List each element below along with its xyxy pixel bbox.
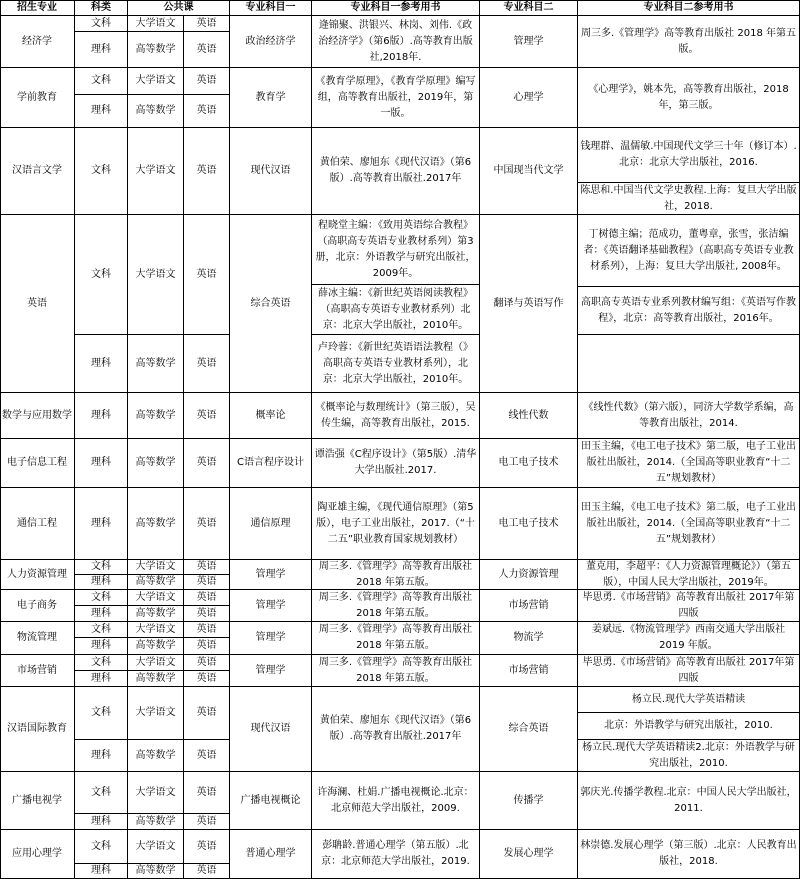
reference-book-1: 程晓堂主编：《致用英语综合教程》（高职高专英语专业教材系列）第3册，北京：外语教学与研究出版社，2009年。 [312, 215, 480, 285]
public-course: 高等数学 [128, 864, 184, 879]
track-type: 文科 [75, 590, 128, 606]
major-name: 人力资源管理 [0, 560, 75, 590]
column-header: 招生专业 [0, 0, 75, 16]
track-type: 文科 [75, 622, 128, 638]
major-name: 电子商务 [0, 590, 75, 622]
public-course-english: 英语 [184, 772, 230, 814]
exam-subject-2: 心理学 [480, 68, 578, 128]
public-course-english: 英语 [184, 814, 230, 830]
track-type: 理科 [75, 740, 128, 772]
track-type: 文科 [75, 772, 128, 814]
reference-book-1: 周三多.《管理学》高等教育出版社 2018 年第五版。 [312, 590, 480, 622]
public-course: 高等数学 [128, 671, 184, 687]
public-course-english: 英语 [184, 687, 230, 740]
major-name: 英语 [0, 215, 75, 393]
exam-subject-2: 市场营销 [480, 655, 578, 687]
track-type: 文科 [75, 687, 128, 740]
exam-subject-1: 通信原理 [230, 488, 312, 560]
exam-subject-2: 物流学 [480, 622, 578, 655]
exam-subject-1: 管理学 [230, 590, 312, 622]
exam-subject-1: 普通心理学 [230, 830, 312, 879]
exam-subject-2: 发展心理学 [480, 830, 578, 879]
exam-subject-2: 综合英语 [480, 687, 578, 772]
exam-subject-1: 现代汉语 [230, 687, 312, 772]
reference-book-1: 周三多.《管理学》高等教育出版社 2018 年第五版。 [312, 560, 480, 590]
public-course-english: 英语 [184, 16, 230, 32]
public-course-english: 英语 [184, 655, 230, 671]
major-name: 通信工程 [0, 488, 75, 560]
column-header: 专业科目二参考用书 [578, 0, 800, 16]
public-course-english: 英语 [184, 439, 230, 488]
public-course-english: 英语 [184, 393, 230, 439]
reference-book-2: 高职高专英语专业系列教材编写组：《英语写作教程》，北京：高等教育出版社，2016年。 [578, 287, 800, 335]
reference-book-2: 林崇德.发展心理学（第三版）.北京：人民教育出版社，2018. [578, 830, 800, 879]
public-course: 大学语文 [128, 772, 184, 814]
public-course: 高等数学 [128, 638, 184, 655]
reference-book-1: 黄伯荣、廖旭东《现代汉语》（第6版）.高等教育出版社.2017年 [312, 128, 480, 215]
public-course: 大学语文 [128, 560, 184, 575]
public-course-english: 英语 [184, 622, 230, 638]
track-type: 理科 [75, 606, 128, 622]
reference-book-2 [578, 335, 800, 393]
public-course: 大学语文 [128, 687, 184, 740]
major-name: 数学与应用数学 [0, 393, 75, 439]
track-type: 理科 [75, 638, 128, 655]
public-course: 大学语文 [128, 655, 184, 671]
major-name: 汉语言文学 [0, 128, 75, 215]
exam-subject-1: 管理学 [230, 560, 312, 590]
public-course-english: 英语 [184, 560, 230, 575]
public-course-english: 英语 [184, 95, 230, 128]
track-type: 理科 [75, 488, 128, 560]
track-type: 理科 [75, 864, 128, 879]
track-type: 理科 [75, 439, 128, 488]
reference-book-1: 周三多.《管理学》高等教育出版社 2018 年第五版。 [312, 655, 480, 687]
reference-book-2: 姜斌远.《物流管理学》西南交通大学出版社 2019 年版。 [578, 622, 800, 655]
reference-book-2: 杨立民.现代大学英语精读2.北京：外语教学与研究出版社，2010. [578, 740, 800, 772]
exam-subject-2: 人力资源管理 [480, 560, 578, 590]
public-course: 大学语文 [128, 590, 184, 606]
public-course-english: 英语 [184, 638, 230, 655]
major-name: 广播电视学 [0, 772, 75, 830]
track-type: 理科 [75, 671, 128, 687]
exam-subject-1: 管理学 [230, 622, 312, 655]
exam-subject-1: C语言程序设计 [230, 439, 312, 488]
public-course: 高等数学 [128, 606, 184, 622]
public-course-english: 英语 [184, 68, 230, 95]
reference-book-2: 钱理群、温儒敏.中国现代文学三十年（修订本）.北京：北京大学出版社，2016. [578, 128, 800, 183]
track-type: 文科 [75, 830, 128, 864]
exam-subject-2: 传播学 [480, 772, 578, 830]
public-course: 大学语文 [128, 68, 184, 95]
track-type: 理科 [75, 575, 128, 590]
public-course: 大学语文 [128, 830, 184, 864]
track-type: 文科 [75, 16, 128, 32]
major-name: 经济学 [0, 16, 75, 68]
public-course: 高等数学 [128, 439, 184, 488]
public-course: 高等数学 [128, 488, 184, 560]
exam-subject-1: 概率论 [230, 393, 312, 439]
track-type: 文科 [75, 560, 128, 575]
exam-subject-2: 中国现当代文学 [480, 128, 578, 215]
column-header: 专业科目一 [230, 0, 312, 16]
reference-book-2: 田玉主编，《电工电子技术》第二版，电子工业出版社出版社，2014.（全国高等职业教育“十二五”规划教材） [578, 488, 800, 560]
exam-subject-1: 现代汉语 [230, 128, 312, 215]
exam-subject-2: 电工电子技术 [480, 488, 578, 560]
reference-book-1: 彭聃龄.普通心理学（第五版）.北京：北京师范大学出版社，2019. [312, 830, 480, 879]
track-type: 文科 [75, 655, 128, 671]
public-course: 高等数学 [128, 393, 184, 439]
public-course-english: 英语 [184, 671, 230, 687]
reference-book-1: 陶亚雄主编，《现代通信原理》（第5版），电子工业出版社，2017.（“十二五”职业教育国家规划教材） [312, 488, 480, 560]
column-header: 专业科目一参考用书 [312, 0, 480, 16]
public-course: 高等数学 [128, 95, 184, 128]
major-name: 学前教育 [0, 68, 75, 128]
public-course: 高等数学 [128, 575, 184, 590]
public-course-english: 英语 [184, 864, 230, 879]
major-name: 电子信息工程 [0, 439, 75, 488]
exam-subject-1: 广播电视概论 [230, 772, 312, 830]
exam-subject-2: 翻译与英语写作 [480, 215, 578, 393]
reference-book-2: 毕思勇.《市场营销》高等教育出版社 2017年第四版 [578, 590, 800, 622]
reference-book-2: 周三多.《管理学》高等教育出版社 2018 年第五版。 [578, 16, 800, 68]
public-course-english: 英语 [184, 830, 230, 864]
reference-book-1: 逄锦聚、洪银兴、林岗、刘伟.《政治经济学》（第6版）.高等教育出版社,2018年. [312, 16, 480, 68]
public-course: 高等数学 [128, 740, 184, 772]
public-course: 大学语文 [128, 128, 184, 215]
reference-book-2: 郭庆光.传播学教程.北京：中国人民大学出版社，2011. [578, 772, 800, 830]
major-name: 市场营销 [0, 655, 75, 687]
public-course-english: 英语 [184, 590, 230, 606]
exam-subject-2: 线性代数 [480, 393, 578, 439]
exam-subject-2: 市场营销 [480, 590, 578, 622]
major-name: 物流管理 [0, 622, 75, 655]
reference-book-2: 董克用，李超平：《人力资源管理概论》）（第五版），中国人民大学出版社，2019年。 [578, 560, 800, 590]
major-name: 应用心理学 [0, 830, 75, 879]
track-type: 理科 [75, 393, 128, 439]
reference-book-2: 毕思勇.《市场营销》高等教育出版社 2017年第四版 [578, 655, 800, 687]
reference-book-2: 丁树德主编；范成功，董粤章，张雪，张洁编者：《英语翻译基础教程》（高职高专英语专业教材系列），上海：复旦大学出版社, 2008年。 [578, 215, 800, 287]
reference-book-1: 《教育学原理》，《教育学原理》编写组，高等教育出版社，2019年，第一版。 [312, 68, 480, 128]
track-type: 文科 [75, 128, 128, 215]
public-course: 大学语文 [128, 622, 184, 638]
public-course-english: 英语 [184, 488, 230, 560]
exam-subject-2: 管理学 [480, 16, 578, 68]
public-course-english: 英语 [184, 128, 230, 215]
reference-book-1: 谭浩强《C程序设计》（第5版）.清华大学出版社.2017. [312, 439, 480, 488]
public-course: 高等数学 [128, 335, 184, 393]
track-type: 理科 [75, 95, 128, 128]
track-type: 理科 [75, 32, 128, 68]
column-header: 专业科目二 [480, 0, 578, 16]
major-name: 汉语国际教育 [0, 687, 75, 772]
reference-book-2: 田玉主编，《电工电子技术》第二版，电子工业出版社出版社，2014.（全国高等职业教育“十二五”规划教材） [578, 439, 800, 488]
public-course: 大学语文 [128, 215, 184, 335]
reference-book-2: 《心理学》，姚本先，高等教育出版社，2018年，第三版。 [578, 68, 800, 128]
reference-book-1: 《概率论与数理统计》（第三版），吴传生编，高等教育出版社，2015. [312, 393, 480, 439]
reference-book-1: 周三多.《管理学》高等教育出版社 2018 年第五版。 [312, 622, 480, 655]
public-course-english: 英语 [184, 606, 230, 622]
public-course-english: 英语 [184, 32, 230, 68]
public-course-english: 英语 [184, 740, 230, 772]
track-type: 文科 [75, 215, 128, 335]
exam-subject-1: 政治经济学 [230, 16, 312, 68]
public-course: 高等数学 [128, 32, 184, 68]
column-header: 科类 [75, 0, 128, 16]
reference-book-1: 薛冰主编：《新世纪英语阅读教程》（高职高专英语专业教材系列）北京：北京大学出版社，2010年。 [312, 285, 480, 335]
reference-book-1: 卢玲蓉：《新世纪英语语法教程（》高职高专英语专业教材系列），北京：北京大学出版社，2010年。 [312, 335, 480, 393]
exam-subject-1: 教育学 [230, 68, 312, 128]
public-course-english: 英语 [184, 335, 230, 393]
track-type: 文科 [75, 68, 128, 95]
exam-subject-1: 管理学 [230, 655, 312, 687]
reference-book-2: 《线性代数》（第六版），同济大学数学系编，高等教育出版社，2014. [578, 393, 800, 439]
track-type: 理科 [75, 335, 128, 393]
public-course: 高等数学 [128, 814, 184, 830]
reference-book-2: 陈思和.中国当代文学史教程.上海：复旦大学出版社，2018. [578, 183, 800, 215]
reference-book-1: 许海澜、杜娟.广播电视概论.北京：北京师范大学出版社，2009. [312, 772, 480, 830]
exam-subject-1: 综合英语 [230, 215, 312, 393]
reference-book-2: 北京：外语教学与研究出版社，2010. [578, 713, 800, 740]
public-course-english: 英语 [184, 215, 230, 335]
track-type: 理科 [75, 814, 128, 830]
public-course: 大学语文 [128, 16, 184, 32]
reference-book-2: 杨立民.现代大学英语精读 [578, 687, 800, 713]
reference-book-1: 黄伯荣、廖旭东《现代汉语》（第6版）.高等教育出版社.2017年 [312, 687, 480, 772]
column-header: 公共课 [128, 0, 230, 16]
exam-subject-2: 电工电子技术 [480, 439, 578, 488]
public-course-english: 英语 [184, 575, 230, 590]
